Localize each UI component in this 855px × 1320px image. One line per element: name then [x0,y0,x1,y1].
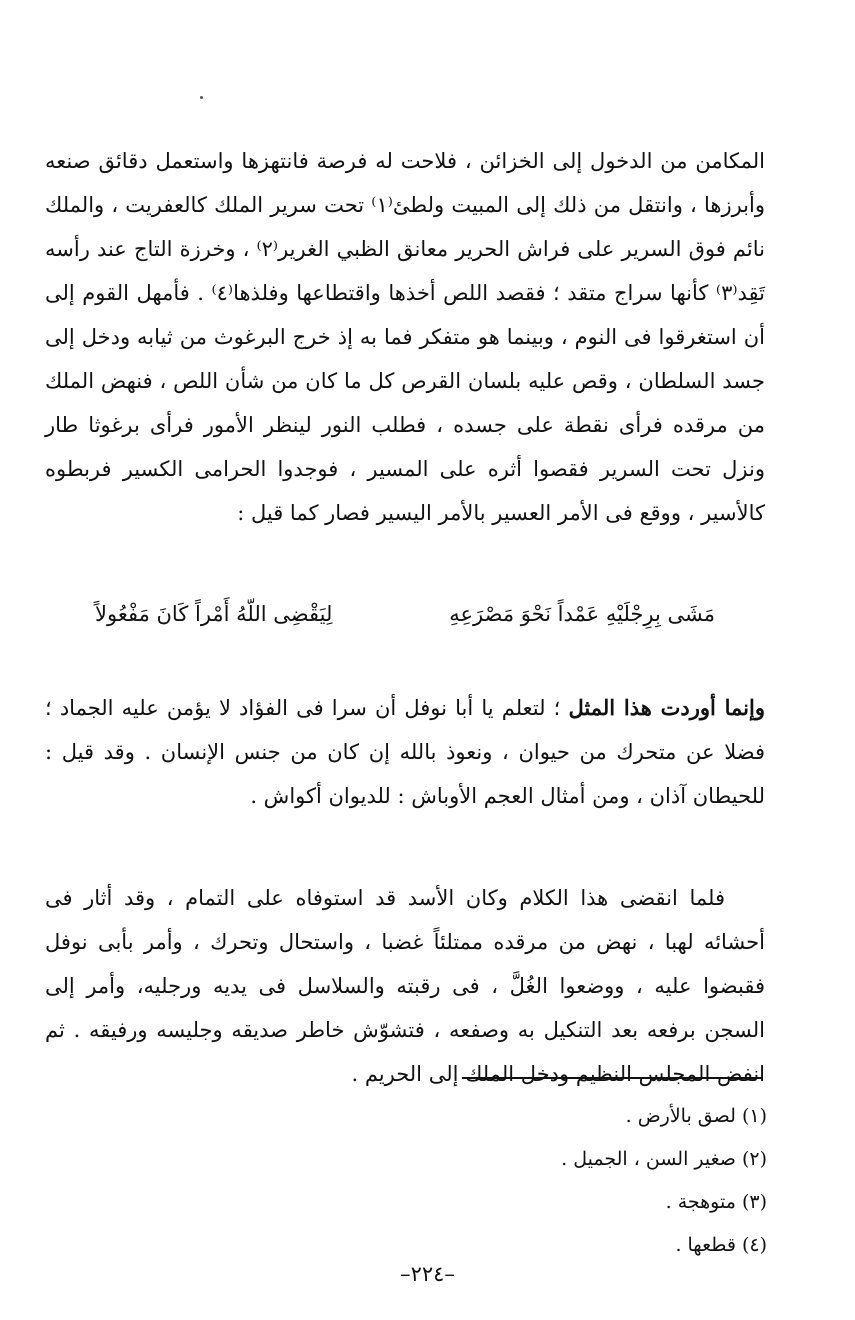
paragraph-1: المكامن من الدخول إلى الخزائن ، فلاحت له فرصة فانتهزها واستعمل دقائق صنعه وأبرزها ، وانتقل من ذلك إلى المبيت ولطئ⁽١⁾ تحت سرير الملك كالعفريت ، والملك نائم فوق السرير على فراش الحرير معانق الظبي الغرير⁽٢⁾ ، وخرزة التاج عند رأسه تَقِد⁽٣⁾ كأنها سراج متقد ؛ فقصد اللص أخذها واقتطاعها وفلذها⁽٤⁾ . فأمهل القوم إلى أن استغرقوا فى النوم ، وبينما هو متفكر فما به إذ خرج البرغوث من ثيابه ودخل إلى جسد السلطان ، وقص عليه بلسان القرص كل ما كان من شأن اللص ، فنهض الملك من مرقده فرأى نقطة على جسده ، فطلب النور لينظر الأمور فرأى برغوثا طار ونزل تحت السرير فقصوا أثره على المسير ، فوجدوا الحرامى الكسير فربطوه كالأسير ، ووقع فى الأمر العسير بالأمر اليسير فصار كما قيل : [45,149,765,525]
paragraph-3: فلما انقضى هذا الكلام وكان الأسد قد استوفاه على التمام ، وقد أثار فى أحشائه لهبا ، نهض من مرقده ممتلئاً غضبا ، واستحال وتحرك ، وأمر بأبى نوفل فقبضوا عليه ، ووضعوا الغُلَّ ، فى رقبته والسلاسل فى يديه ورجليه، وأمر إلى السجن برفعه بعد التنكيل به وصفعه ، فتشوّش خاطر صديقه وجليسه ورفيقه . ثم انفض المجلس النظيم ودخل الملك إلى الحريم . [45,886,765,1086]
poem-verse [95,602,715,626]
paragraph-2 [45,686,765,818]
footnote-1: (١) لصق بالأرض . [625,1105,767,1127]
footnote-divider [462,1077,762,1079]
page-number: –٢٢٤– [400,1262,455,1286]
scan-speck [200,96,203,99]
footnote-4: (٤) قطعها . [675,1234,767,1256]
poem-hemistich-1: مَشَى بِرِجْلَيْهِ عَمْداً نَحْوَ مَصْرَعِهِ [449,602,715,626]
poem-hemistich-2: لِيَقْضِى اللّهُ أَمْراً كَانَ مَفْعُولاً [95,602,333,626]
footnotes-list [267,1095,767,1267]
footnote-3: (٣) متوهجة . [665,1191,767,1213]
paragraph-2-lead: وإنما أوردت هذا المثل [568,695,765,720]
paragraph-2-text: ؛ لتعلم يا أبا نوفل أن سرا فى الفؤاد لا يؤمن عليه الجماد ؛ فضلا عن متحرك من حيوان ، ونعوذ بالله إن كان من جنس الإنسان . وقد قيل : للحيطان آذان ، ومن أمثال العجم الأوباش : للديوان أكواش . [45,696,765,808]
footnote-2: (٢) صغير السن ، الجميل . [561,1148,767,1170]
